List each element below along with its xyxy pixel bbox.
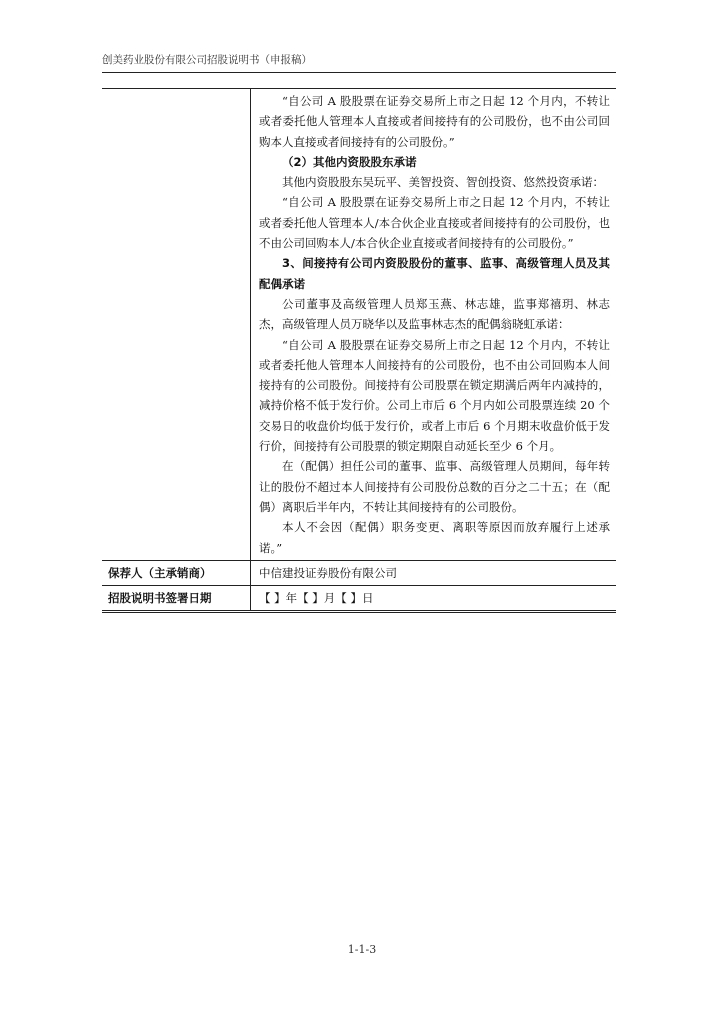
paragraph-8: 在（配偶）担任公司的董事、监事、高级管理人员期间，每年转让的股份不超过本人间接持有公司股份总数的百分之二十五；在（配偶）离职后半年内，不转让其间接持有的公司股份。 xyxy=(259,459,610,514)
table-row-sign-date xyxy=(102,586,616,613)
paragraph-9: 本人不会因（配偶）职务变更、离职等原因而放弃履行上述承诺。” xyxy=(259,520,610,555)
info-table xyxy=(102,88,616,613)
empty-label-cell xyxy=(102,89,251,560)
table-row-sponsor xyxy=(102,561,616,586)
header-rule xyxy=(102,72,616,73)
sign-date-label: 招股说明书签署日期 xyxy=(102,586,251,610)
subheading-directors: 3、间接持有公司内资股股份的董事、监事、高级管理人员及其配偶承诺 xyxy=(259,256,610,291)
paragraph-3: 其他内资股股东吴玩平、美智投资、智创投资、悠然投资承诺： xyxy=(282,175,604,190)
paragraph-7: “自公司 A 股股票在证券交易所上市之日起 12 个月内，不转让或者委托他人管理本人间接持有的公司股份，也不由公司回购本人间接持有的公司股份。间接持有公司股票在锁定期满后两年内减持的，减持价格不低于发行价。公司上市后 6 个月内如公司股票连续 20 个交易日的收盘价均低于发行价，或者上市后 6 个月期末收盘价低于发行价，间接持有公司股票的锁定期限自动延长至少 6 个月。 xyxy=(259,337,610,454)
page-number: 1-1-3 xyxy=(347,943,377,956)
paragraph-4: “自公司 A 股股票在证券交易所上市之日起 12 个月内，不转让或者委托他人管理本人/本合伙企业直接或者间接持有的公司股份，也不由公司回购本人/本合伙企业直接或者间接持有的公司股份。” xyxy=(259,195,610,251)
table-row-commitments xyxy=(102,89,616,561)
sponsor-label: 保荐人（主承销商） xyxy=(102,561,251,585)
sign-date-value: 【 】年【 】月【 】日 xyxy=(259,590,374,605)
paragraph-6: 公司董事及高级管理人员郑玉燕、林志雄，监事郑禧玥、林志杰，高级管理人员万晓华以及监事林志杰的配偶翁晓虹承诺： xyxy=(259,296,610,332)
sponsor-value: 中信建投证券股份有限公司 xyxy=(259,565,397,580)
paragraph-1: “自公司 A 股股票在证券交易所上市之日起 12 个月内，不转让或者委托他人管理本人直接或者间接持有的公司股份，也不由公司回购本人直接或者间接持有的公司股份。” xyxy=(259,94,610,149)
subheading-other-shareholders: （2）其他内资股股东承诺 xyxy=(282,154,417,169)
commitment-text xyxy=(251,89,616,560)
document-header: 创美药业股份有限公司招股说明书（申报稿） xyxy=(102,54,312,66)
